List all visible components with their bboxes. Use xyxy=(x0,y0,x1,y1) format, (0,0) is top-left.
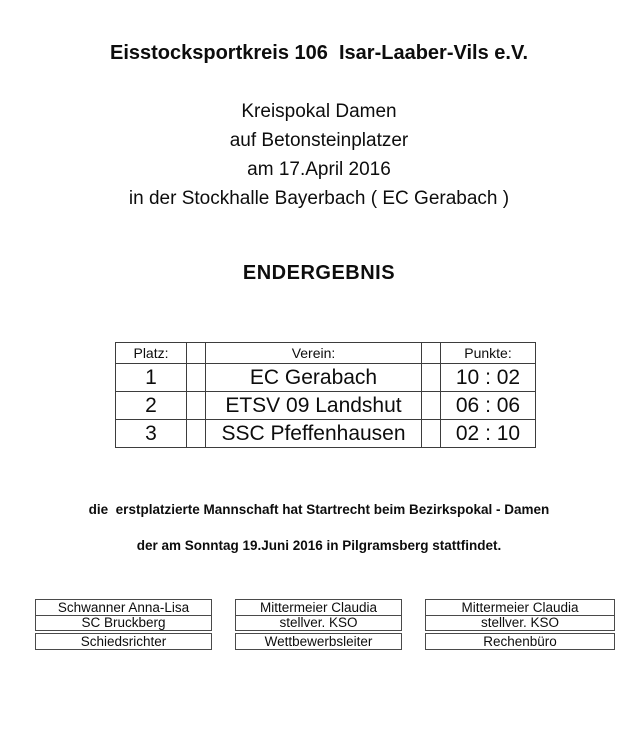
official-affiliation: SC Bruckberg xyxy=(81,615,166,630)
results-header-verein: Verein: xyxy=(206,343,422,364)
official-role: Schiedsrichter xyxy=(35,633,212,650)
qualification-note-line1: die erstplatzierte Mannschaft hat Startrecht beim Bezirkspokal - Damen xyxy=(88,502,550,517)
officials-signature-block xyxy=(35,599,615,650)
spacer-cell xyxy=(422,364,441,392)
table-row xyxy=(116,420,536,448)
official-referee xyxy=(35,599,212,650)
results-header-spacer xyxy=(422,343,441,364)
official-affiliation: stellver. KSO xyxy=(279,615,358,630)
points-cell: 02 : 10 xyxy=(441,420,536,448)
team-cell: SSC Pfeffenhausen xyxy=(206,420,422,448)
official-name-box xyxy=(235,599,402,631)
table-row xyxy=(116,392,536,420)
official-scoring-office xyxy=(425,599,615,650)
results-table xyxy=(115,342,536,448)
official-name: Schwanner Anna-Lisa xyxy=(36,600,211,616)
subtitle-line-date: am 17.April 2016 xyxy=(247,159,391,180)
results-header-platz: Platz: xyxy=(116,343,187,364)
subtitle-line-competition: Kreispokal Damen xyxy=(241,101,397,122)
subtitle-line-venue: in der Stockhalle Bayerbach ( EC Gerabach ) xyxy=(128,188,510,209)
document-title: Eisstocksportkreis 106 Isar-Laaber-Vils e.V. xyxy=(109,42,529,64)
table-row xyxy=(116,364,536,392)
points-cell: 06 : 06 xyxy=(441,392,536,420)
official-affiliation: stellver. KSO xyxy=(480,615,560,630)
official-role: Wettbewerbsleiter xyxy=(235,633,402,650)
qualification-note-line2: der am Sonntag 19.Juni 2016 in Pilgramsberg stattfindet. xyxy=(136,538,502,553)
document-page xyxy=(0,42,638,742)
spacer-cell xyxy=(187,364,206,392)
official-role: Rechenbüro xyxy=(425,633,615,650)
official-name: Mittermeier Claudia xyxy=(236,600,401,616)
official-name: Mittermeier Claudia xyxy=(426,600,614,616)
results-header-row xyxy=(116,343,536,364)
official-name-box xyxy=(425,599,615,631)
points-cell: 10 : 02 xyxy=(441,364,536,392)
results-header-spacer xyxy=(187,343,206,364)
event-subtitle-block xyxy=(0,97,638,213)
spacer-cell xyxy=(187,420,206,448)
rank-cell: 3 xyxy=(116,420,187,448)
rank-cell: 2 xyxy=(116,392,187,420)
team-cell: EC Gerabach xyxy=(206,364,422,392)
results-header-punkte: Punkte: xyxy=(441,343,536,364)
spacer-cell xyxy=(422,420,441,448)
final-result-heading: ENDERGEBNIS xyxy=(242,262,396,284)
rank-cell: 1 xyxy=(116,364,187,392)
spacer-cell xyxy=(422,392,441,420)
spacer-cell xyxy=(187,392,206,420)
team-cell: ETSV 09 Landshut xyxy=(206,392,422,420)
official-competition-director xyxy=(235,599,402,650)
subtitle-line-surface: auf Betonsteinplatzer xyxy=(229,130,409,151)
official-name-box xyxy=(35,599,212,631)
